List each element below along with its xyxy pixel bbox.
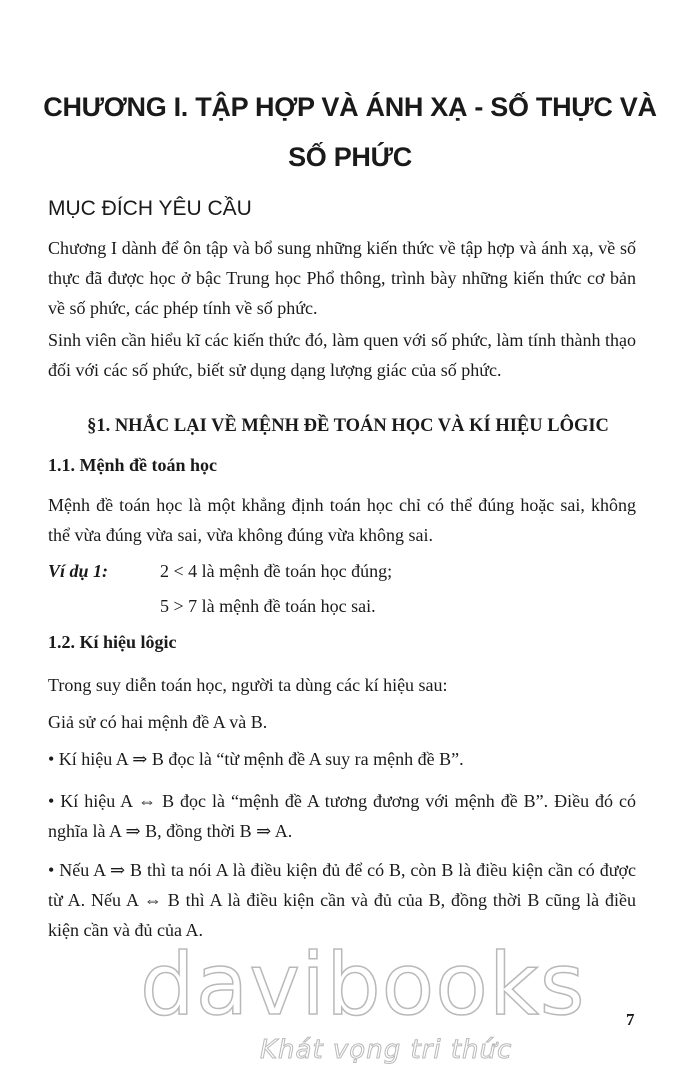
purpose-paragraph-2: Sinh viên cần hiểu kĩ các kiến thức đó, làm quen với số phức, làm tính thành thạo đối với các số phức, biết sử dụng dạng lượng giác của số phức. — [48, 330, 636, 380]
bullet-conditions: • Nếu A ⇒ B thì ta nói A là điều kiện đủ để có B, còn B là điều kiện cần có được từ A. Nếu A ⇔ B thì A là điều kiện cần và đủ của B, đồng thời B cũng là điều kiện cần và đủ của A. — [48, 860, 636, 940]
purpose-paragraph-1: Chương I dành để ôn tập và bổ sung những kiến thức về tập hợp và ánh xạ, về số thực đã được học ở bậc Trung học Phổ thông, trình bày những kiến thức cơ bản về số phức, các phép tính về số phức. — [48, 238, 636, 318]
purpose-heading: MỤC ĐÍCH YÊU CẦU — [48, 197, 252, 220]
logic-intro-line: Trong suy diễn toán học, người ta dùng các kí hiệu sau: — [48, 675, 448, 695]
watermark-slogan: Khát vọng tri thức — [260, 1035, 513, 1065]
bullet-equivalence: • Kí hiệu A ⇔ B đọc là “mệnh đề A tương đương với mệnh đề B”. Điều đó có nghĩa là A ⇒ B, đồng thời B ⇒ A. — [48, 791, 636, 841]
watermark-brand: davibooks — [140, 935, 586, 1035]
subsection-1-2-heading: 1.2. Kí hiệu lôgic — [48, 632, 177, 652]
chapter-title-line-2: SỐ PHỨC — [288, 142, 412, 172]
watermark-logo — [140, 935, 586, 1075]
example-label: Ví dụ 1: — [48, 561, 109, 581]
page-number: 7 — [626, 1010, 635, 1029]
chapter-title-line-1: CHƯƠNG I. TẬP HỢP VÀ ÁNH XẠ - SỐ THỰC VÀ — [43, 92, 657, 122]
logic-assumption-line: Giả sử có hai mệnh đề A và B. — [48, 712, 268, 732]
proposition-definition: Mệnh đề toán học là một khẳng định toán học chỉ có thể đúng hoặc sai, không thể vừa đúng vừa sai, vừa không đúng vừa không sai. — [48, 495, 636, 545]
example-line-2: 5 > 7 là mệnh đề toán học sai. — [160, 596, 376, 616]
section-1-title: §1. NHẮC LẠI VỀ MỆNH ĐỀ TOÁN HỌC VÀ KÍ HIỆU LÔGIC — [87, 416, 609, 436]
subsection-1-1-heading: 1.1. Mệnh đề toán học — [48, 455, 218, 475]
bullet-implication: • Kí hiệu A ⇒ B đọc là “từ mệnh đề A suy ra mệnh đề B”. — [48, 749, 464, 769]
example-line-1: 2 < 4 là mệnh đề toán học đúng; — [160, 561, 393, 581]
